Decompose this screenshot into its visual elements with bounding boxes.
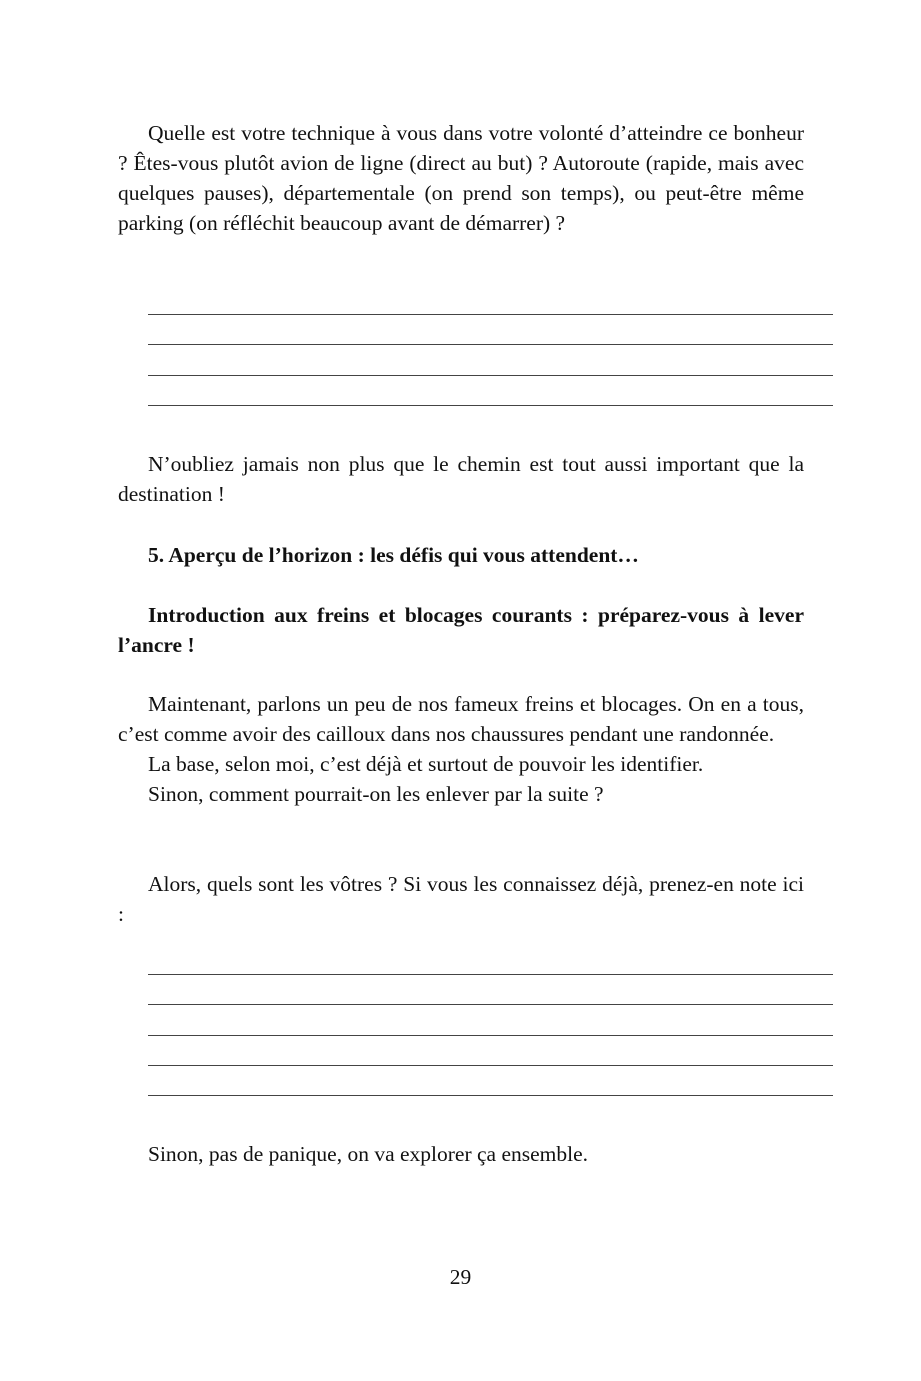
answer-line[interactable] xyxy=(148,405,833,406)
closing-paragraph xyxy=(118,1139,804,1169)
answer-line[interactable] xyxy=(148,1035,833,1036)
answer-line[interactable] xyxy=(148,314,833,315)
answer-line[interactable] xyxy=(148,375,833,376)
closing-text: Sinon, pas de panique, on va explorer ça ensemble. xyxy=(148,1142,589,1166)
page-number: 29 xyxy=(449,1265,472,1289)
chemin-paragraph xyxy=(118,449,804,509)
answer-line[interactable] xyxy=(148,1095,833,1096)
question-text: Alors, quels sont les vôtres ? Si vous les connaissez déjà, prenez-en note ici : xyxy=(118,872,804,926)
chemin-text: N’oubliez jamais non plus que le chemin est tout aussi important que la destination ! xyxy=(118,452,804,506)
answer-line[interactable] xyxy=(148,1065,833,1066)
freins-text-2: La base, selon moi, c’est déjà et surtout de pouvoir les identifier. xyxy=(148,752,704,776)
question-paragraph xyxy=(118,869,804,929)
answer-line[interactable] xyxy=(148,344,833,345)
technique-paragraph xyxy=(118,118,804,238)
subheading xyxy=(118,600,804,660)
freins-text-3: Sinon, comment pourrait-on les enlever par la suite ? xyxy=(148,782,604,806)
answer-line[interactable] xyxy=(148,974,833,975)
freins-paragraph xyxy=(118,689,804,809)
answer-line[interactable] xyxy=(148,1004,833,1005)
freins-text-1: Maintenant, parlons un peu de nos fameux freins et blocages. On en a tous, c’est comme avoir des cailloux dans nos chaussures pendant une randonnée. xyxy=(118,692,804,746)
subheading-text: Introduction aux freins et blocages courants : préparez-vous à lever l’ancre ! xyxy=(118,603,804,657)
section-heading xyxy=(118,540,804,570)
technique-text: Quelle est votre technique à vous dans votre volonté d’atteindre ce bonheur ? Êtes-vous plutôt avion de ligne (direct au but) ? Autoroute (rapide, mais avec quelques pauses), départementale (on prend son temps), ou peut-être même parking (on réfléchit beaucoup avant de démarrer) ? xyxy=(118,121,804,235)
section-heading-text: 5. Aperçu de l’horizon : les défis qui vous attendent… xyxy=(148,543,639,567)
